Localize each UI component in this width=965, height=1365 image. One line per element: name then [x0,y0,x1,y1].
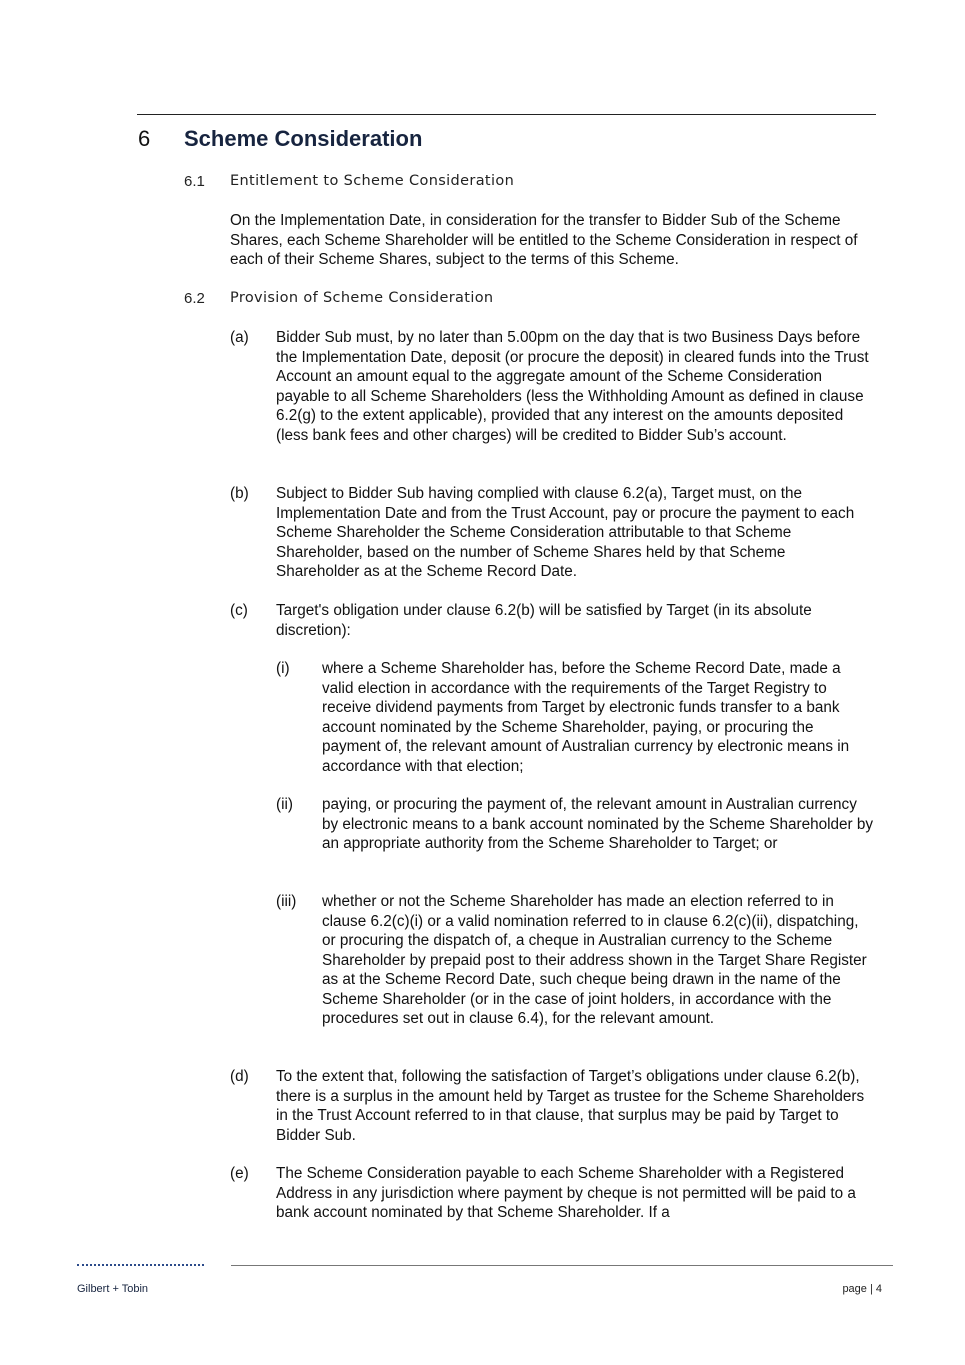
header-rule [137,114,876,115]
page-number: page | 4 [842,1283,882,1295]
clause-label: (b) [230,485,249,502]
footer-rule [231,1265,893,1266]
clause-text: Target's obligation under clause 6.2(b) will be satisfied by Target (in its absolute discretion): [276,602,812,639]
section-title: Scheme Consideration [184,126,423,151]
subclause-text: paying, or procuring the payment of, the relevant amount in Australian currency by electronic means to a bank account nominated by the Scheme Shareholder by an appropriate authority from the Scheme Shareholder to Target; or [322,796,874,852]
footer-firm-name: Gilbert + Tobin [77,1283,149,1295]
subsection-number: 6.1 [184,173,205,190]
clause-label: (c) [230,602,248,619]
paragraph: On the Implementation Date, in consideration for the transfer to Bidder Sub of the Scheme Shares, each Scheme Shareholder will be entitled to the Scheme Consideration in respect of each of their Scheme Shares, subject to the terms of this Scheme. [230,212,858,268]
section-number: 6 [138,126,151,151]
footer-dotted-rule [77,1264,204,1266]
clause-text: Bidder Sub must, by no later than 5.00pm on the day that is two Business Days before the Implementation Date, deposit (or procure the deposit) in cleared funds into the Trust Account an amount equal to the aggregate amount of the Scheme Consideration payable to all Scheme Shareholders (less the Withholding Amount as defined in clause 6.2(g) to the extent applicable), provided that any interest on the amounts deposited (less bank fees and other charges) will be credited to Bidder Sub’s account. [276,329,869,444]
subclause-text: where a Scheme Shareholder has, before the Scheme Record Date, made a valid election in accordance with the requirements of the Target Registry to receive dividend payments from Target by electronic funds transfer to a bank account nominated by the Scheme Shareholder, paying, or procuring the payment of, the relevant amount of Australian currency by electronic means in accordance with that election; [322,660,850,775]
clause-text: The Scheme Consideration payable to each Scheme Shareholder with a Registered Address in any jurisdiction where payment by cheque is not permitted will be paid to a bank account nominated by that Scheme Shareholder. If a [276,1165,856,1221]
subclause-label: (iii) [276,893,297,910]
subclause-label: (i) [276,660,290,677]
clause-text: Subject to Bidder Sub having complied with clause 6.2(a), Target must, on the Implementation Date and from the Trust Account, pay or procure the payment to each Scheme Shareholder the Scheme Consideration attributable to that Scheme Shareholder, based on the number of Scheme Shares held by that Scheme Shareholder as at the Scheme Record Date. [276,485,855,580]
clause-label: (e) [230,1165,249,1182]
subclause-label: (ii) [276,796,293,813]
subsection-number: 6.2 [184,290,205,307]
clause-label: (d) [230,1068,249,1085]
subsection-title: Entitlement to Scheme Consideration [230,173,515,189]
clause-text: To the extent that, following the satisfaction of Target’s obligations under clause 6.2(b), there is a surplus in the amount held by Target as trustee for the Scheme Shareholders in the Trust Account referred to in that clause, that surplus may be paid by Target to Bidder Sub. [276,1068,865,1144]
subsection-title: Provision of Scheme Consideration [230,290,494,306]
subclause-text: whether or not the Scheme Shareholder has made an election referred to in clause 6.2(c)(i) or a valid nomination referred to in clause 6.2(c)(ii), dispatching, or procuring the dispatch of, a cheque in Australian currency to the Scheme Shareholder by prepaid post to their address shown in the Target Share Register as at the Scheme Record Date, such cheque being drawn in the name of the Scheme Shareholder (or in the case of joint holders, in accordance with the procedures set out in clause 6.4), for the relevant amount. [322,893,867,1027]
clause-label: (a) [230,329,249,346]
